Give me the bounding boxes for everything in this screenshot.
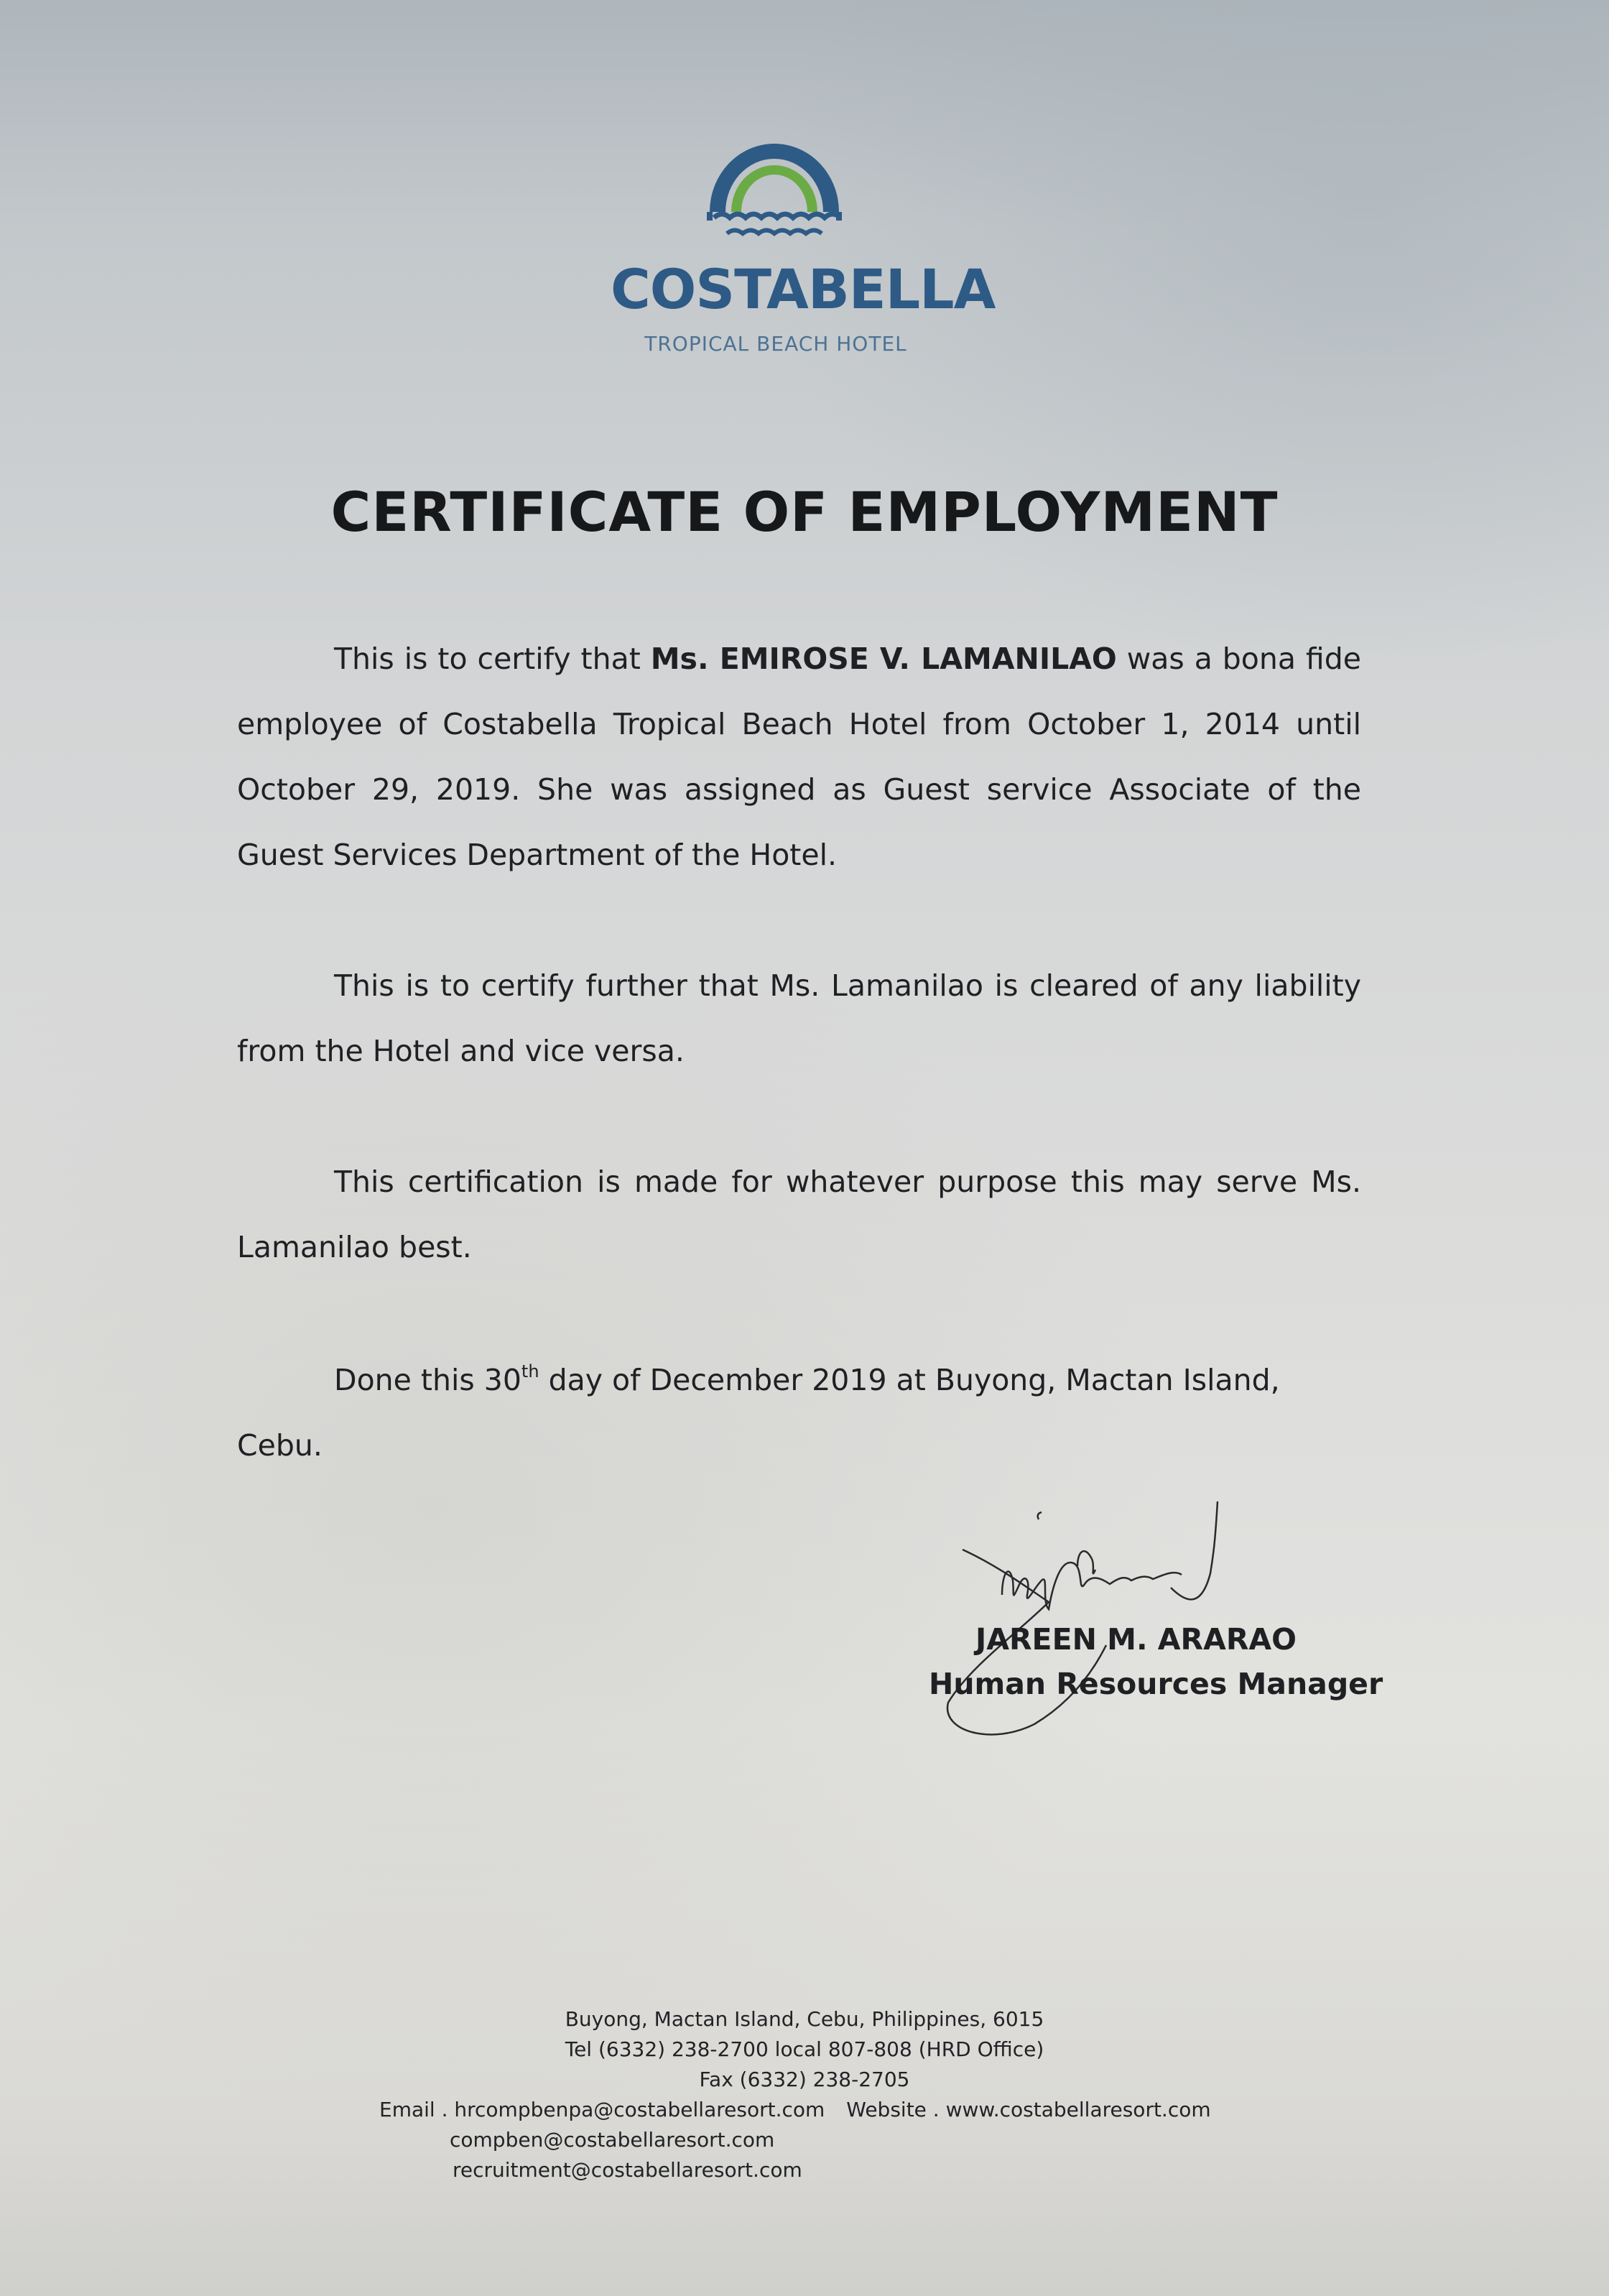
paragraph-1-body: was a bona fide employee of Costabella Tropical Beach Hotel from October 1, 2014 until October 29, 2019. She was assigned as Guest service Associate of the Guest Services Department of the Hotel. [237, 642, 1362, 872]
footer-fax: Fax (6332) 238-2705 [699, 2068, 910, 2091]
employee-name: Ms. EMIROSE V. LAMANILAO [650, 642, 1117, 676]
paragraph-4-body: day of December 2019 at Buyong, Mactan Island, Cebu. [237, 1363, 1280, 1463]
paragraph-2: This is to certify further that Ms. Lamanilao is cleared of any liability from the Hotel and vice versa. [237, 968, 1361, 1068]
footer-tel: Tel (6332) 238-2700 local 807-808 (HRD Office) [565, 2037, 1044, 2061]
footer-email: Email . hrcompbenpa@costabellaresort.com [379, 2098, 825, 2121]
footer-email-2: compben@costabellaresort.com [450, 2128, 775, 2152]
paragraph-1-intro: This is to certify that [334, 642, 651, 676]
paragraph-4 [237, 1348, 1361, 1478]
paragraph-3: This certification is made for whatever purpose this may serve Ms. Lamanilao best. [237, 1165, 1361, 1264]
brand-subtitle: TROPICAL BEACH HOTEL [644, 332, 907, 356]
footer-email-3: recruitment@costabellaresort.com [453, 2158, 802, 2182]
footer-address: Buyong, Mactan Island, Cebu, Philippines, 6015 [565, 2007, 1044, 2031]
paragraph-4-intro: Done this 30 [334, 1363, 521, 1397]
arch-wave-emblem-icon [703, 126, 846, 251]
document-title: CERTIFICATE OF EMPLOYMENT [330, 480, 1279, 544]
signatory-title: Human Resources Manager [929, 1667, 1383, 1701]
footer-contact [0, 2004, 1609, 2182]
hotel-logo [611, 126, 996, 370]
signatory-name: JAREEN M. ARARAO [975, 1622, 1297, 1657]
footer-website: Website . www.costabellaresort.com [846, 2098, 1211, 2121]
brand-name: COSTABELLA [611, 257, 996, 321]
paragraph-1 [237, 626, 1361, 888]
footer-email-website [379, 2095, 1211, 2125]
ordinal-suffix: th [521, 1361, 539, 1381]
